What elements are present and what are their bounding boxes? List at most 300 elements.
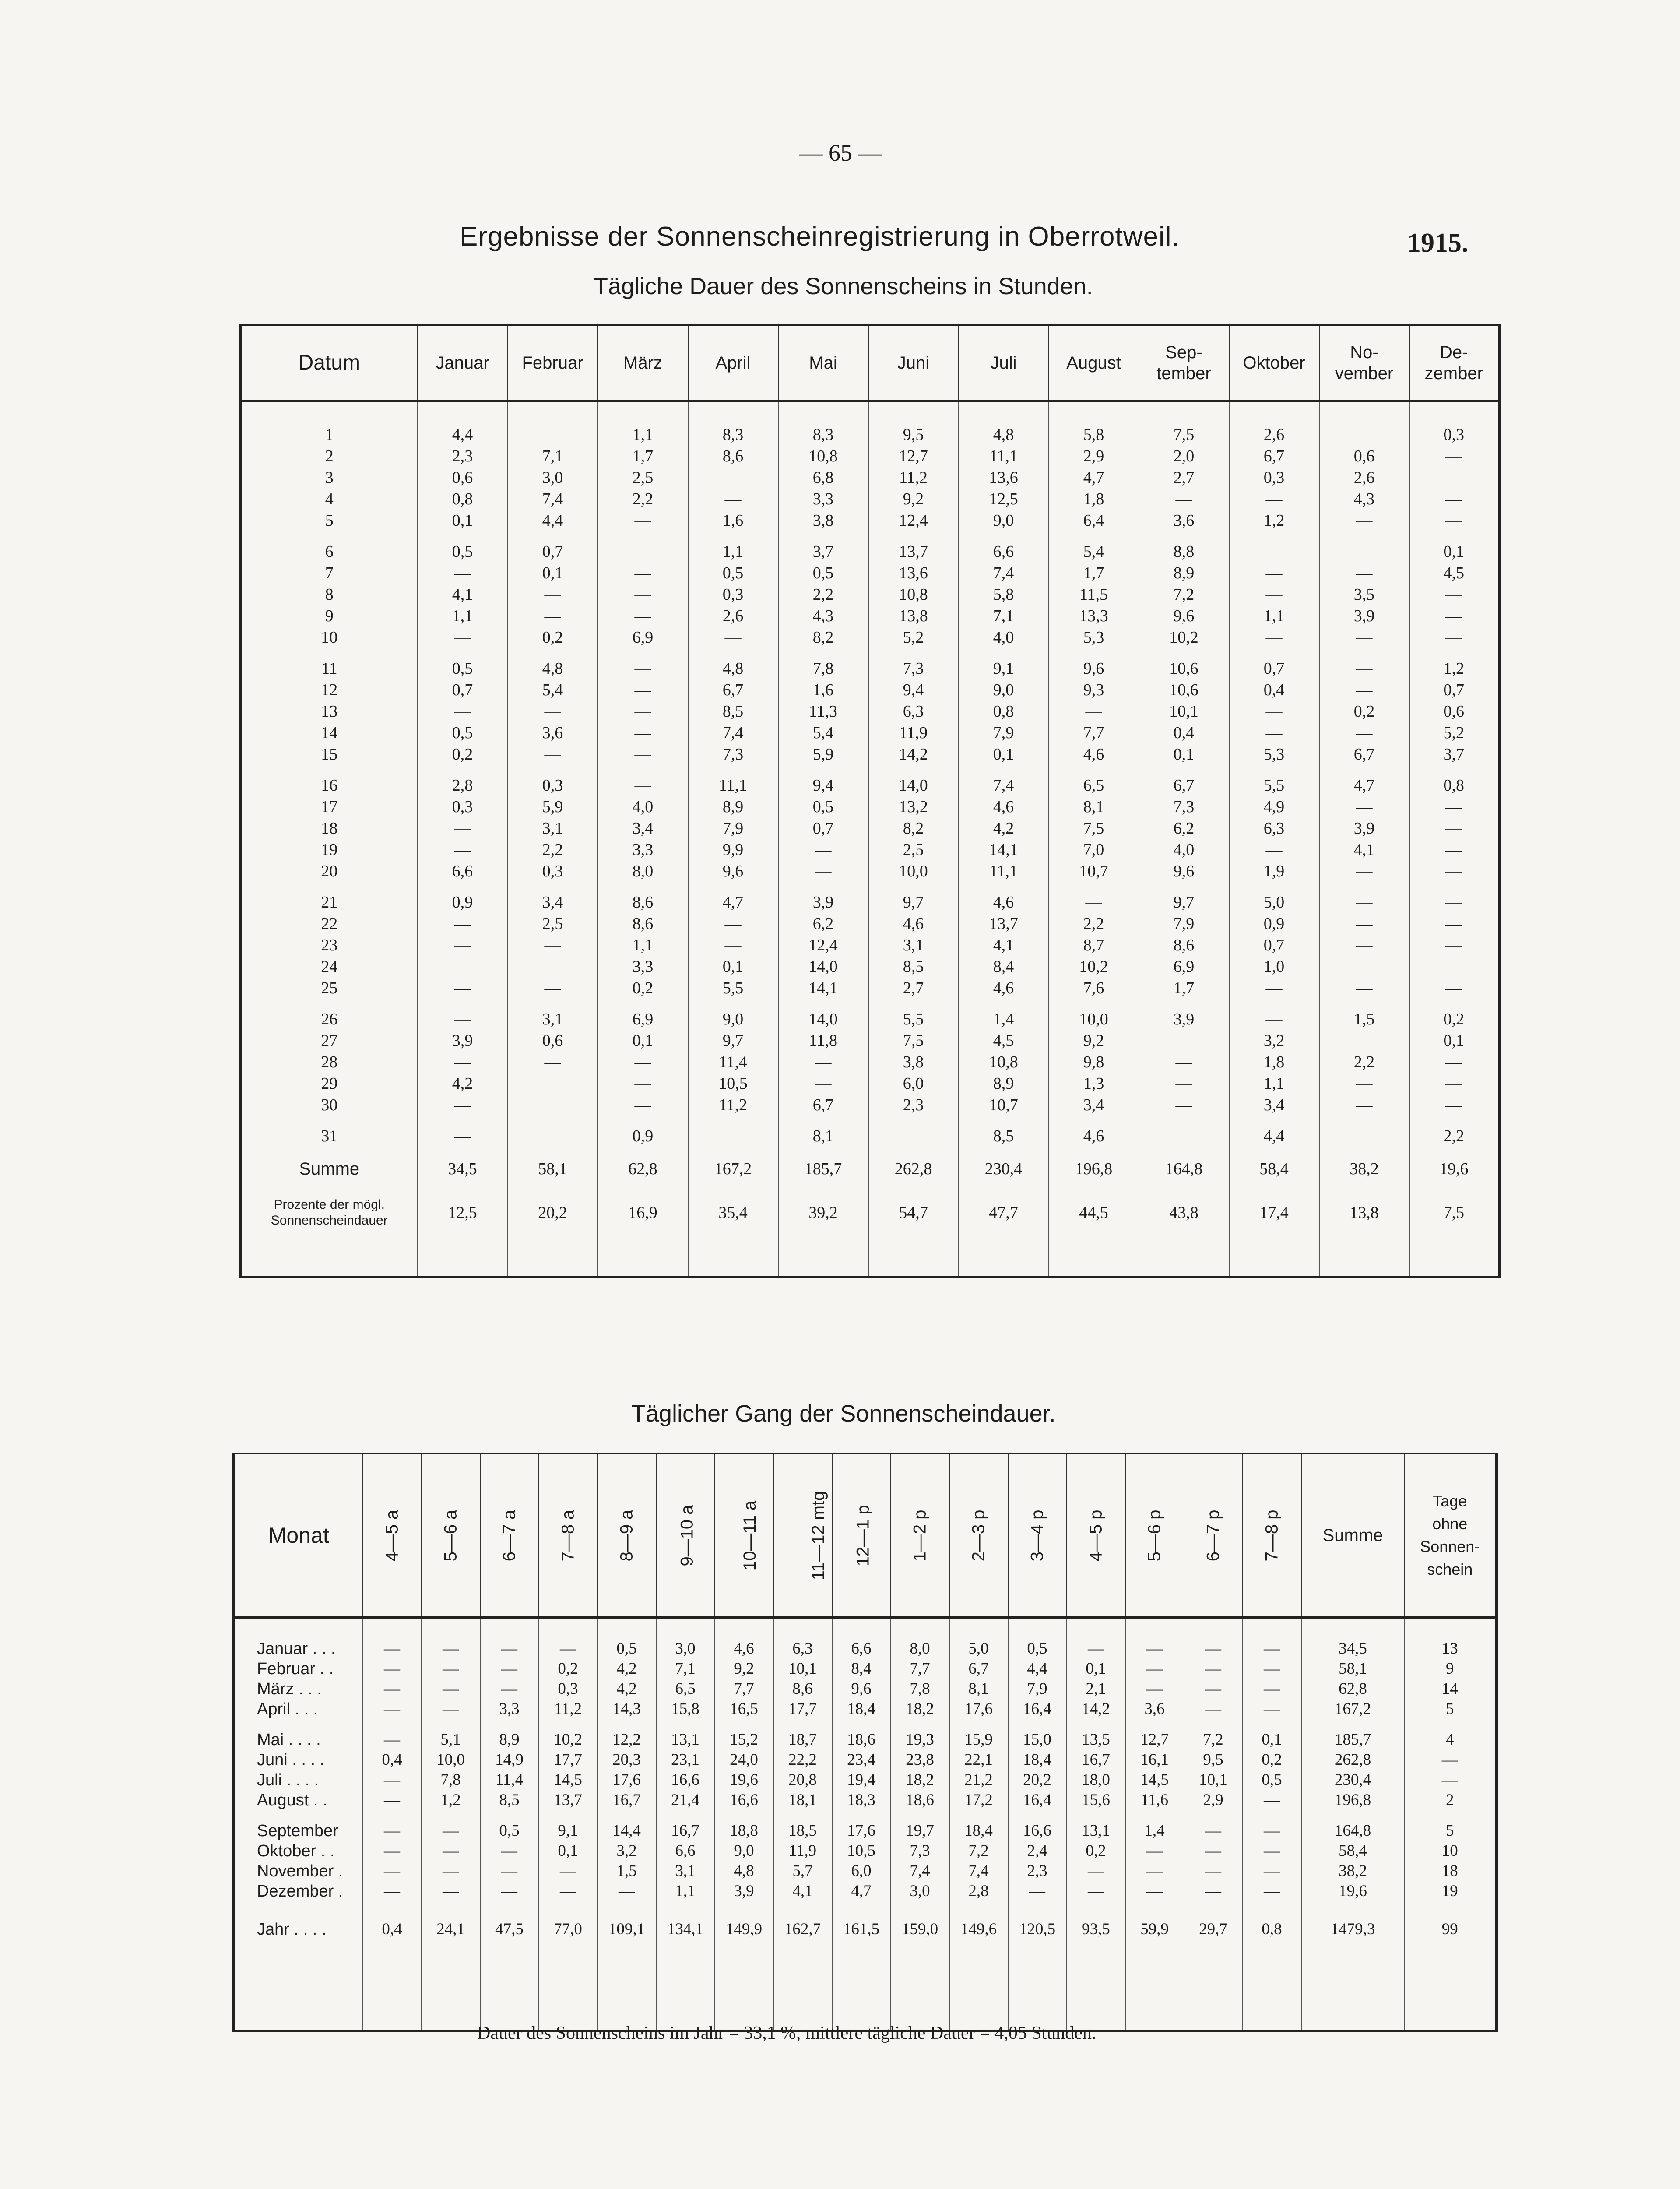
sunshine-value: — — [1229, 839, 1319, 861]
tage-header-line: ohne — [1432, 1514, 1468, 1533]
hour-value: 23,8 — [891, 1750, 949, 1770]
sunshine-value: 0,7 — [1229, 658, 1319, 679]
sunshine-value: — — [418, 1094, 508, 1116]
spacer-cell — [832, 1719, 891, 1730]
sunshine-value: 8,6 — [1139, 935, 1229, 956]
hour-value: 0,1 — [1243, 1730, 1301, 1750]
tage-ohne-sonne: 2 — [1405, 1790, 1497, 1810]
spacer-cell — [508, 1116, 598, 1126]
hour-value: — — [422, 1639, 480, 1659]
hour-header — [539, 1453, 597, 1618]
hour-value: 6,6 — [832, 1639, 891, 1659]
sunshine-value: 9,6 — [1049, 658, 1139, 679]
sunshine-value: 0,6 — [1409, 701, 1500, 722]
day-number: 1 — [325, 426, 334, 444]
hour-value: 15,0 — [1008, 1730, 1067, 1750]
hour-value: 21,4 — [656, 1790, 715, 1810]
spacer-cell — [1139, 401, 1229, 425]
sunshine-value: 0,7 — [1409, 679, 1500, 701]
sunshine-value: 1,1 — [1229, 605, 1319, 627]
sunshine-value: — — [1319, 627, 1409, 648]
spacer-cell — [1409, 882, 1500, 892]
tage-ohne-sonne: 9 — [1405, 1659, 1497, 1679]
spacer-cell — [1008, 1618, 1067, 1639]
prozent-label-line1: Prozente der mögl. — [274, 1197, 385, 1212]
sunshine-value: 4,6 — [959, 892, 1049, 913]
month-header: De- zember — [1409, 325, 1500, 401]
hour-header-label: 1—2 p — [910, 1510, 929, 1561]
hour-value: — — [363, 1790, 422, 1810]
hour-value: 8,0 — [891, 1639, 949, 1659]
hour-header-label: 10—11 a — [740, 1500, 759, 1570]
sunshine-value: — — [1409, 1052, 1500, 1073]
sunshine-value: 1,0 — [1229, 956, 1319, 978]
spacer-cell — [1409, 1116, 1500, 1126]
hour-value: — — [363, 1679, 422, 1699]
sunshine-value: 2,6 — [1229, 424, 1319, 446]
month-label: Januar . . . — [257, 1640, 336, 1658]
hour-value: — — [422, 1821, 480, 1841]
sunshine-value: — — [1319, 424, 1409, 446]
month-row — [234, 1881, 1497, 1901]
month-row — [234, 1639, 1497, 1659]
sunshine-value: 1,1 — [598, 935, 688, 956]
tage-ohne-sonne: 18 — [1405, 1861, 1497, 1881]
sunshine-value: — — [1409, 861, 1500, 882]
spacer-cell — [240, 999, 418, 1009]
spacer-cell — [688, 765, 778, 775]
sunshine-value: 10,2 — [1139, 627, 1229, 648]
spacer-cell — [240, 531, 418, 541]
sunshine-value: 4,0 — [598, 796, 688, 818]
prozent-row — [240, 1191, 1500, 1235]
hour-header — [1243, 1453, 1301, 1618]
sunshine-value: 6,6 — [418, 861, 508, 882]
spacer-cell — [363, 1901, 422, 1912]
day-number: 22 — [321, 915, 338, 933]
sunshine-value: 1,3 — [1049, 1073, 1139, 1094]
sunshine-value: 2,5 — [598, 467, 688, 489]
hour-value: 8,1 — [949, 1679, 1008, 1699]
day-number: 4 — [325, 490, 334, 508]
hour-header-label: 4—5 a — [382, 1510, 401, 1561]
sunshine-value: — — [598, 605, 688, 627]
day-row — [240, 978, 1500, 999]
hour-value: 8,4 — [832, 1659, 891, 1679]
sunshine-value: 3,3 — [778, 489, 868, 510]
sunshine-value: 3,9 — [778, 892, 868, 913]
page-title: Ergebnisse der Sonnenscheinregistrierung in Oberrotweil. — [460, 222, 1180, 252]
spacer-cell — [891, 1901, 949, 1912]
spacer-cell — [480, 1618, 539, 1639]
spacer-cell — [1301, 1947, 1405, 2031]
sunshine-value: — — [1229, 584, 1319, 605]
page-number: — 65 — — [799, 140, 882, 166]
sunshine-value — [868, 1126, 959, 1147]
spacer-cell — [363, 1947, 422, 2031]
spacer-cell — [363, 1810, 422, 1821]
spacer-cell — [480, 1901, 539, 1912]
day-number: 28 — [321, 1053, 338, 1071]
spacer-cell — [778, 765, 868, 775]
month-label: August . . — [257, 1791, 327, 1809]
day-number: 21 — [321, 893, 338, 911]
spacer-cell — [688, 531, 778, 541]
sunshine-value: 8,6 — [688, 446, 778, 467]
hour-value: 16,6 — [715, 1790, 773, 1810]
hour-value: 18,6 — [891, 1790, 949, 1810]
sunshine-value: 6,0 — [868, 1073, 959, 1094]
day-row — [240, 1073, 1500, 1094]
sunshine-value: — — [778, 861, 868, 882]
spacer-cell — [539, 1901, 597, 1912]
day-row — [240, 1126, 1500, 1147]
sunshine-value: 10,8 — [868, 584, 959, 605]
spacer-cell — [949, 1719, 1008, 1730]
spacer-cell — [1139, 1235, 1229, 1277]
sunshine-value: — — [508, 978, 598, 999]
sunshine-value: 4,1 — [959, 935, 1049, 956]
sunshine-value: 12,7 — [868, 446, 959, 467]
hour-value: 8,6 — [773, 1679, 832, 1699]
sunshine-value: 3,7 — [778, 541, 868, 563]
sunshine-value: 0,6 — [1319, 446, 1409, 467]
sunshine-value — [508, 1094, 598, 1116]
jahr-row — [234, 1912, 1497, 1947]
sunshine-value: — — [598, 584, 688, 605]
spacer-cell — [1049, 765, 1139, 775]
day-row — [240, 424, 1500, 446]
sunshine-value: 3,0 — [508, 467, 598, 489]
sunshine-value: 13,7 — [959, 913, 1049, 935]
sunshine-value: — — [418, 839, 508, 861]
hour-value: — — [1125, 1881, 1184, 1901]
sunshine-value: 0,4 — [1229, 679, 1319, 701]
jahr-value: 149,6 — [949, 1912, 1008, 1947]
day-number: 24 — [321, 957, 338, 976]
sunshine-value: 9,6 — [688, 861, 778, 882]
month-summe: 58,1 — [1301, 1659, 1405, 1679]
hour-value: 3,0 — [656, 1639, 715, 1659]
spacer-cell — [891, 1719, 949, 1730]
sunshine-value: — — [1139, 489, 1229, 510]
sunshine-value: — — [1409, 935, 1500, 956]
day-row — [240, 1030, 1500, 1052]
day-row — [240, 956, 1500, 978]
prozent-value: 13,8 — [1319, 1191, 1409, 1235]
spacer-cell — [1125, 1810, 1184, 1821]
sunshine-value: — — [1319, 722, 1409, 744]
sunshine-value: 14,1 — [778, 978, 868, 999]
hourly-sunshine-table — [232, 1453, 1498, 2032]
sunshine-value: — — [688, 935, 778, 956]
sunshine-value: — — [418, 1009, 508, 1030]
hour-value: — — [1184, 1699, 1243, 1719]
jahr-value: 149,9 — [715, 1912, 773, 1947]
sunshine-value: 2,8 — [418, 775, 508, 796]
day-number: 20 — [321, 862, 338, 880]
sunshine-value: 8,2 — [868, 818, 959, 839]
sunshine-value: 7,4 — [959, 775, 1049, 796]
sunshine-value: 4,4 — [418, 424, 508, 446]
spacer-cell — [773, 1947, 832, 2031]
day-number: 5 — [325, 511, 334, 530]
spacer-cell — [597, 1901, 656, 1912]
hour-value: 9,1 — [539, 1821, 597, 1841]
hour-header-label: 8—9 a — [616, 1510, 636, 1561]
hour-value: 4,4 — [1008, 1659, 1067, 1679]
spacer-cell — [1049, 1116, 1139, 1126]
spacer-row — [234, 1901, 1497, 1912]
hour-value: — — [597, 1881, 656, 1901]
sunshine-value: — — [1409, 510, 1500, 531]
spacer-row — [240, 1235, 1500, 1277]
hour-value: — — [363, 1841, 422, 1861]
hour-value: 0,1 — [1067, 1659, 1125, 1679]
sunshine-value: 0,8 — [1409, 775, 1500, 796]
hour-value: — — [1184, 1679, 1243, 1699]
hour-value: 4,2 — [597, 1679, 656, 1699]
sunshine-value: 0,9 — [1229, 913, 1319, 935]
hour-value: 3,0 — [891, 1881, 949, 1901]
sunshine-value: 0,3 — [1409, 424, 1500, 446]
sunshine-value: 8,6 — [598, 892, 688, 913]
sunshine-value: 0,1 — [508, 563, 598, 584]
sunshine-value — [508, 1073, 598, 1094]
sunshine-value: 0,8 — [418, 489, 508, 510]
sunshine-value: 2,2 — [1319, 1052, 1409, 1073]
hour-value: — — [1243, 1881, 1301, 1901]
tage-header-line: Sonnen- — [1420, 1538, 1480, 1556]
hour-value: — — [363, 1699, 422, 1719]
spacer-cell — [1409, 648, 1500, 658]
sunshine-value: 3,9 — [1319, 818, 1409, 839]
spacer-cell — [1243, 1618, 1301, 1639]
hour-value: 17,7 — [773, 1699, 832, 1719]
spacer-cell — [418, 1116, 508, 1126]
spacer-cell — [715, 1901, 773, 1912]
sunshine-value: — — [688, 489, 778, 510]
hour-value: 16,6 — [1008, 1821, 1067, 1841]
sunshine-value: 11,1 — [688, 775, 778, 796]
sunshine-value: — — [1229, 722, 1319, 744]
sunshine-value: — — [598, 701, 688, 722]
sunshine-value: 2,3 — [418, 446, 508, 467]
tage-ohne-sonne: 10 — [1405, 1841, 1497, 1861]
spacer-cell — [539, 1947, 597, 2031]
summe-value: 167,2 — [688, 1147, 778, 1191]
spacer-cell — [1229, 999, 1319, 1009]
sunshine-value: 3,4 — [508, 892, 598, 913]
summe-value: 58,4 — [1229, 1147, 1319, 1191]
hour-value: 16,4 — [1008, 1699, 1067, 1719]
hour-value: — — [422, 1881, 480, 1901]
spacer-cell — [773, 1810, 832, 1821]
sunshine-value: 4,6 — [868, 913, 959, 935]
sunshine-value: — — [1409, 467, 1500, 489]
sunshine-value: 8,7 — [1049, 935, 1139, 956]
sunshine-value: 7,2 — [1139, 584, 1229, 605]
hour-value: — — [422, 1699, 480, 1719]
sunshine-value: 0,7 — [508, 541, 598, 563]
footer-note: Dauer des Sonnenscheins im Jahr = 33,1 %; mittlere tägliche Dauer = 4,05 Stunden. — [477, 2023, 1097, 2043]
sunshine-value — [1319, 1126, 1409, 1147]
prozent-label — [240, 1191, 418, 1235]
sunshine-value: 5,4 — [1049, 541, 1139, 563]
spacer-cell — [598, 531, 688, 541]
month-summe: 34,5 — [1301, 1639, 1405, 1659]
sunshine-value: 6,7 — [1319, 744, 1409, 765]
month-label: Mai . . . . — [257, 1731, 321, 1749]
hour-value: 14,3 — [597, 1699, 656, 1719]
hour-value: 6,3 — [773, 1639, 832, 1659]
spacer-cell — [240, 882, 418, 892]
sunshine-value: — — [1409, 978, 1500, 999]
sunshine-value: 5,8 — [959, 584, 1049, 605]
hour-header-label: 7—8 p — [1262, 1510, 1281, 1561]
sunshine-value: 4,9 — [1229, 796, 1319, 818]
hour-value: — — [1184, 1821, 1243, 1841]
spacer-cell — [778, 999, 868, 1009]
day-row — [240, 861, 1500, 882]
month-label: Februar . . — [257, 1660, 334, 1678]
spacer-cell — [891, 1810, 949, 1821]
sunshine-value: 0,4 — [1139, 722, 1229, 744]
hour-value: 13,5 — [1067, 1730, 1125, 1750]
sunshine-value: 2,9 — [1049, 446, 1139, 467]
spacer-cell — [949, 1810, 1008, 1821]
spacer-cell — [715, 1719, 773, 1730]
sunshine-value: — — [508, 935, 598, 956]
month-header: Januar — [418, 325, 508, 401]
hour-value: 6,7 — [949, 1659, 1008, 1679]
prozent-value: 43,8 — [1139, 1191, 1229, 1235]
spacer-cell — [539, 1618, 597, 1639]
spacer-cell — [1301, 1901, 1405, 1912]
spacer-cell — [1139, 1116, 1229, 1126]
hour-value: 15,2 — [715, 1730, 773, 1750]
hour-header-label: 6—7 p — [1203, 1510, 1223, 1561]
hour-value: — — [422, 1679, 480, 1699]
spacer-cell — [959, 531, 1049, 541]
spacer-cell — [1405, 1901, 1497, 1912]
sunshine-value: — — [1229, 978, 1319, 999]
summe-value: 58,1 — [508, 1147, 598, 1191]
sunshine-value: — — [688, 627, 778, 648]
hour-value: 0,5 — [597, 1639, 656, 1659]
sunshine-value: 8,5 — [959, 1126, 1049, 1147]
jahr-value: 0,8 — [1243, 1912, 1301, 1947]
sunshine-value: 6,7 — [778, 1094, 868, 1116]
spacer-cell — [868, 765, 959, 775]
spacer-cell — [959, 401, 1049, 425]
sunshine-value: 7,3 — [688, 744, 778, 765]
spacer-cell — [418, 531, 508, 541]
summe-header: Summe — [1301, 1453, 1405, 1618]
spacer-cell — [1405, 1618, 1497, 1639]
day-number: 26 — [321, 1010, 338, 1028]
hour-value: 10,1 — [773, 1659, 832, 1679]
sunshine-value: 1,1 — [688, 541, 778, 563]
hour-value: 16,1 — [1125, 1750, 1184, 1770]
hour-value: 15,8 — [656, 1699, 715, 1719]
sunshine-value: 9,4 — [778, 775, 868, 796]
sunshine-value: 0,2 — [508, 627, 598, 648]
sunshine-value: 14,1 — [959, 839, 1049, 861]
sunshine-value: 4,8 — [508, 658, 598, 679]
spacer-cell — [1049, 531, 1139, 541]
day-number: 19 — [321, 841, 338, 859]
spacer-cell — [778, 401, 868, 425]
hour-value: 14,4 — [597, 1821, 656, 1841]
sunshine-value: 7,5 — [1049, 818, 1139, 839]
hour-value: 4,1 — [773, 1881, 832, 1901]
spacer-cell — [1405, 1719, 1497, 1730]
sunshine-value — [508, 1126, 598, 1147]
month-row — [234, 1659, 1497, 1679]
sunshine-value — [688, 1126, 778, 1147]
hour-header-label: 6—7 a — [499, 1510, 519, 1561]
sunshine-value: — — [1319, 541, 1409, 563]
spacer-cell — [1229, 1235, 1319, 1277]
sunshine-value: 0,3 — [418, 796, 508, 818]
spacer-cell — [715, 1810, 773, 1821]
hour-value: 24,0 — [715, 1750, 773, 1770]
jahr-value: 109,1 — [597, 1912, 656, 1947]
spacer-row — [240, 401, 1500, 425]
sunshine-value: 6,3 — [1229, 818, 1319, 839]
sunshine-value: 11,8 — [778, 1030, 868, 1052]
sunshine-value: 2,7 — [868, 978, 959, 999]
hour-header — [949, 1453, 1008, 1618]
day-row — [240, 722, 1500, 744]
day-number: 6 — [325, 542, 334, 561]
sunshine-value: 2,5 — [508, 913, 598, 935]
day-row — [240, 1052, 1500, 1073]
month-header: Mai — [778, 325, 868, 401]
day-number: 3 — [325, 468, 334, 487]
hour-value: 5,0 — [949, 1639, 1008, 1659]
hour-value: 20,2 — [1008, 1770, 1067, 1790]
sunshine-value: 11,1 — [959, 861, 1049, 882]
sunshine-value: 9,4 — [868, 679, 959, 701]
hour-value: 18,2 — [891, 1770, 949, 1790]
hour-header — [1067, 1453, 1125, 1618]
spacer-cell — [959, 1116, 1049, 1126]
hour-value: — — [1184, 1881, 1243, 1901]
sunshine-value: 7,9 — [959, 722, 1049, 744]
sunshine-value: 1,7 — [1139, 978, 1229, 999]
spacer-cell — [778, 1116, 868, 1126]
sunshine-value: — — [508, 424, 598, 446]
hour-value: 0,4 — [363, 1750, 422, 1770]
hour-value: 18,1 — [773, 1790, 832, 1810]
hour-value: — — [363, 1881, 422, 1901]
sunshine-value: — — [1229, 627, 1319, 648]
hour-value: 16,7 — [656, 1821, 715, 1841]
sunshine-value: 6,2 — [778, 913, 868, 935]
spacer-cell — [715, 1618, 773, 1639]
sunshine-value: 9,7 — [868, 892, 959, 913]
month-label: Oktober . . — [257, 1842, 335, 1860]
sunshine-value: 9,9 — [688, 839, 778, 861]
spacer-cell — [1139, 648, 1229, 658]
spacer-cell — [480, 1719, 539, 1730]
spacer-cell — [598, 882, 688, 892]
spacer-cell — [1243, 1947, 1301, 2031]
sunshine-value: — — [418, 1052, 508, 1073]
spacer-cell — [1049, 1235, 1139, 1277]
